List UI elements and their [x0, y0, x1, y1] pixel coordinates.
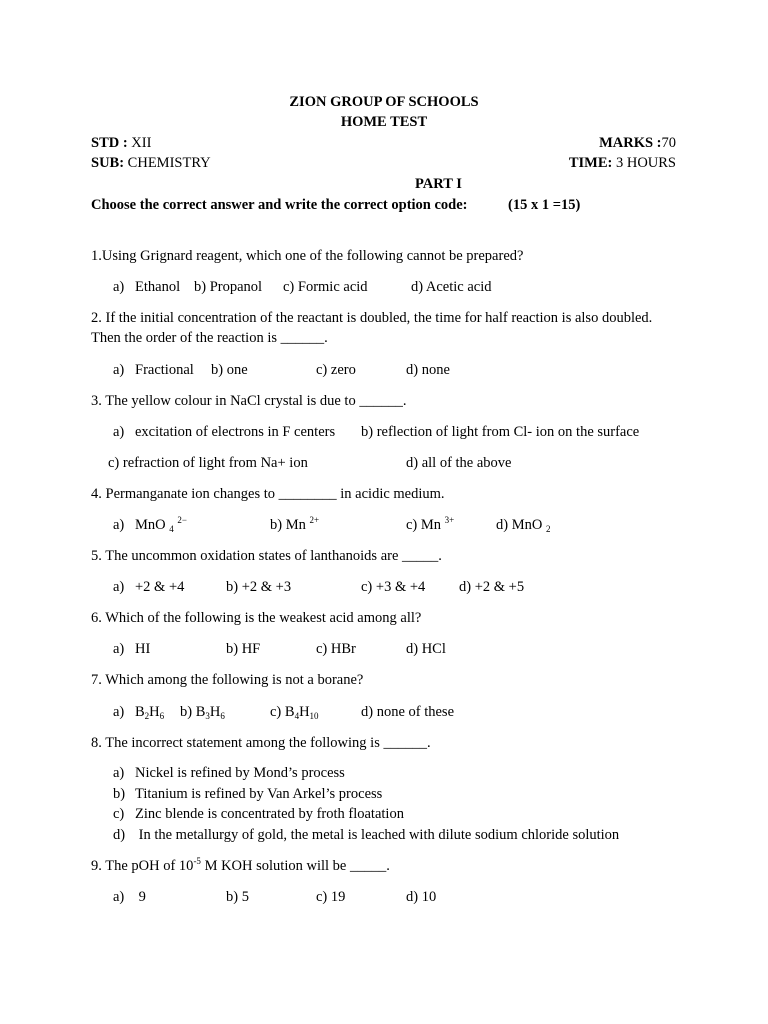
q5-option-c: c) +3 & +4: [361, 579, 426, 595]
option-text: Fractional: [135, 362, 194, 378]
formula-text: H: [299, 704, 310, 720]
q4-option-c: [406, 517, 454, 534]
option-label: b): [113, 786, 126, 802]
time-line: [569, 155, 676, 172]
question-2-line-1: 2. If the initial concentration of the reactant is doubled, the time for half reaction is also doubled.: [91, 310, 653, 326]
q2-option-c: c) zero: [316, 362, 356, 378]
q6-option-c: c) HBr: [316, 641, 356, 657]
option-label: a): [113, 765, 125, 781]
option-label: c): [113, 806, 125, 822]
option-label: a): [113, 362, 125, 378]
option-text: HI: [135, 641, 151, 657]
option-label: a): [113, 517, 125, 533]
q8-option-b: [113, 786, 382, 803]
formula-subscript: 6: [159, 711, 165, 721]
std-line: [91, 135, 151, 152]
marks-value: 70: [661, 135, 676, 151]
question-9: [91, 858, 390, 875]
q3-option-d: d) all of the above: [406, 455, 512, 471]
option-label: a): [113, 279, 125, 295]
formula-text: b) Mn: [270, 517, 306, 533]
q2-option-b: b) one: [211, 362, 248, 378]
q7-option-a: [113, 704, 164, 721]
formula-superscript: 2−: [177, 515, 187, 525]
q1-option-b: b) Propanol: [194, 279, 263, 295]
std-label: STD :: [91, 135, 128, 151]
formula-subscript: 4: [169, 524, 174, 534]
formula-subscript: 10: [309, 711, 319, 721]
option-text: 9: [135, 889, 146, 905]
std-value: XII: [127, 135, 152, 151]
q4-option-b: [270, 517, 319, 534]
q1-option-d: d) Acetic acid: [411, 279, 492, 295]
formula-text: c) Mn: [406, 517, 442, 533]
q3-option-b: b) reflection of light from Cl- ion on the surface: [361, 424, 640, 440]
q1-option-c: c) Formic acid: [283, 279, 368, 295]
option-label: a): [113, 424, 125, 440]
question-3: 3. The yellow colour in NaCl crystal is due to ______.: [91, 393, 407, 409]
q9-option-d: d) 10: [406, 889, 437, 905]
q9-option-a: [113, 889, 146, 906]
part-title: PART I: [415, 176, 462, 192]
option-text: Nickel is refined by Mond’s process: [135, 765, 345, 781]
q4-option-d: [496, 517, 550, 534]
q7-option-b: [180, 704, 225, 721]
formula-text: H: [149, 704, 160, 720]
q8-option-a: [113, 765, 345, 782]
option-label: a): [113, 704, 125, 720]
marks-label: MARKS :: [599, 135, 662, 151]
q6-option-d: d) HCl: [406, 641, 446, 657]
q9-option-c: c) 19: [316, 889, 346, 905]
formula-text: MnO: [135, 517, 166, 533]
instruction: Choose the correct answer and write the correct option code:: [91, 197, 468, 213]
option-text: Zinc blende is concentrated by froth floatation: [135, 806, 404, 822]
marks-line: [599, 135, 676, 152]
q4-option-a: [113, 517, 187, 534]
option-label: a): [113, 579, 125, 595]
q8-option-d: [113, 827, 619, 844]
formula-subscript: 3: [205, 711, 210, 721]
option-label: a): [113, 889, 125, 905]
q5-option-b: b) +2 & +3: [226, 579, 292, 595]
question-6: 6. Which of the following is the weakest acid among all?: [91, 610, 422, 626]
time-label: TIME:: [568, 155, 613, 171]
q8-option-c: [113, 806, 404, 823]
q3-option-c: c) refraction of light from Na+ ion: [108, 455, 308, 471]
q2-option-d: d) none: [406, 362, 450, 378]
option-text: In the metallurgy of gold, the metal is leached with dilute sodium chloride solution: [135, 827, 620, 843]
exponent: -5: [193, 856, 201, 866]
q5-option-d: d) +2 & +5: [459, 579, 525, 595]
sub-label: SUB:: [91, 155, 125, 171]
option-text: Titanium is refined by Van Arkel’s process: [135, 786, 383, 802]
q2-option-a: [113, 362, 194, 379]
q6-option-b: b) HF: [226, 641, 261, 657]
sub-line: [91, 155, 211, 172]
sub-value: CHEMISTRY: [124, 155, 211, 171]
q3-option-a: [113, 424, 335, 441]
question-1: 1.Using Grignard reagent, which one of the following cannot be prepared?: [91, 248, 524, 264]
formula-subscript: 2: [545, 524, 551, 534]
q7-option-d: d) none of these: [361, 704, 455, 720]
formula-text: c) B: [270, 704, 295, 720]
formula-superscript: 3+: [444, 515, 455, 525]
score-note: (15 x 1 =15): [508, 197, 581, 213]
option-label: d): [113, 827, 126, 843]
option-label: a): [113, 641, 125, 657]
question-7: 7. Which among the following is not a borane?: [91, 672, 364, 688]
time-value: 3 HOURS: [612, 155, 676, 171]
formula-superscript: 2+: [309, 515, 320, 525]
formula-subscript: 6: [220, 711, 225, 721]
q5-option-a: [113, 579, 184, 596]
formula-text: b) B: [180, 704, 206, 720]
formula-text: H: [209, 704, 221, 720]
formula-text: B: [135, 704, 145, 720]
formula-subscript: 2: [144, 711, 150, 721]
question-4: 4. Permanganate ion changes to ________ in acidic medium.: [91, 486, 445, 502]
question-2-line-2: Then the order of the reaction is ______.: [91, 330, 328, 346]
question-5: 5. The uncommon oxidation states of lanthanoids are _____.: [91, 548, 442, 564]
formula-subscript: 4: [294, 711, 300, 721]
school-name: ZION GROUP OF SCHOOLS: [289, 94, 479, 110]
question-8: 8. The incorrect statement among the following is ______.: [91, 735, 431, 751]
option-text: Ethanol: [135, 279, 181, 295]
q6-option-a: [113, 641, 150, 658]
q1-option-a: [113, 279, 180, 296]
question-text: 9. The pOH of 10: [91, 858, 194, 874]
question-text: M KOH solution will be _____.: [200, 858, 390, 874]
q7-option-c: [270, 704, 319, 721]
test-title: HOME TEST: [340, 114, 428, 130]
q9-option-b: b) 5: [226, 889, 249, 905]
option-text: excitation of electrons in F centers: [135, 424, 336, 440]
option-text: +2 & +4: [135, 579, 185, 595]
formula-text: d) MnO: [496, 517, 543, 533]
